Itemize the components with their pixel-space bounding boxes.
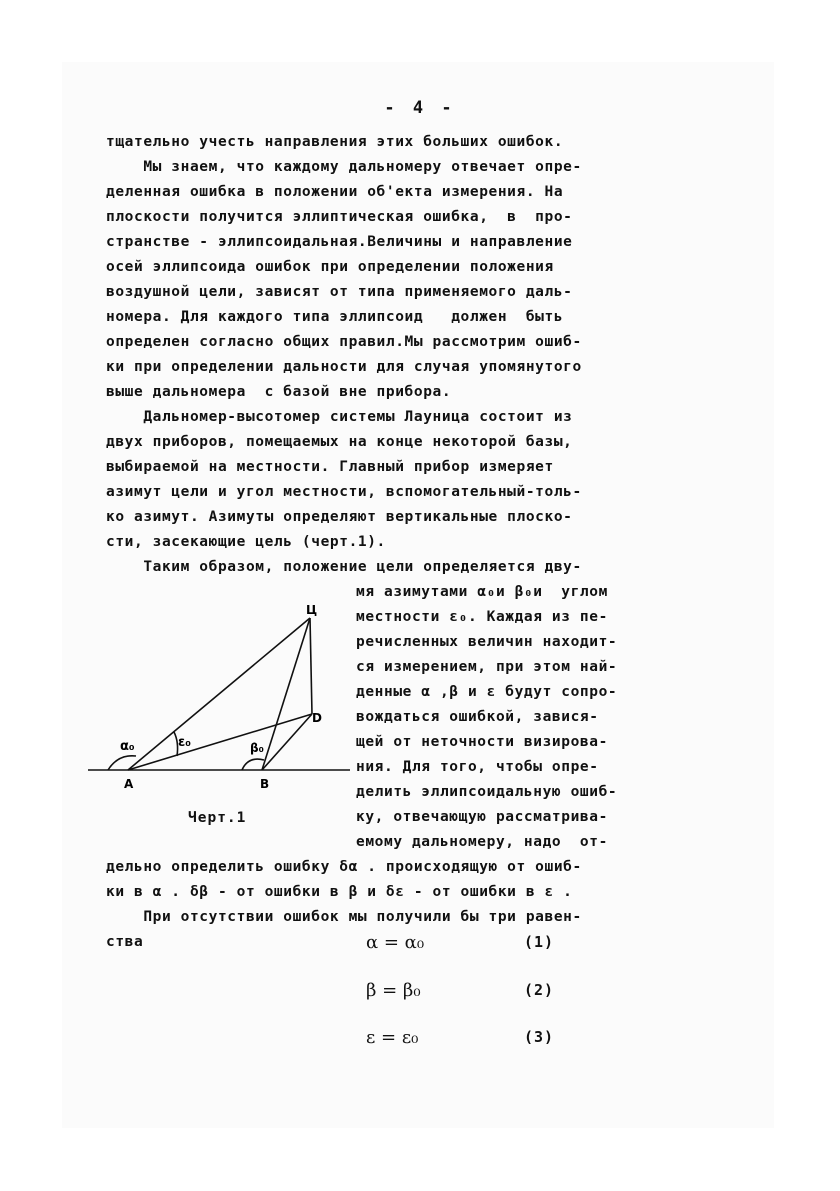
text-line: местности ε₀. Каждая из пе- [356,609,608,625]
text-line: деленная ошибка в положении об'екта измерения. На [106,184,564,200]
text-line: При отсутствии ошибок мы получили бы три равен- [106,909,582,925]
text-line: азимут цели и угол местности, вспомогательный-толь- [106,484,582,500]
text-line: странстве - эллипсоидальная.Величины и направление [106,234,573,250]
label-epsilon: ε₀ [178,735,191,750]
equation-formula: ε = ε₀ [366,1027,419,1048]
equation-formula: α = α₀ [366,932,425,953]
text-line: двух приборов, помещаемых на конце некоторой базы, [106,434,573,450]
label-point-a: A [124,777,134,791]
text-line: осей эллипсоида ошибок при определении положения [106,259,554,275]
text-line: Мы знаем, что каждому дальномеру отвечает опре- [106,159,582,175]
page-number: - 4 - [384,98,456,118]
text-line: ния. Для того, чтобы опре- [356,759,599,775]
equation-number: (1) [524,933,555,951]
line-a-d [128,714,312,770]
label-point-b: B [260,777,270,791]
text-line: делить эллипсоидальную ошиб- [356,784,618,800]
text-line: денные α ,β и ε будут сопро- [356,684,618,700]
equation-formula: β = β₀ [366,980,421,1001]
text-line: вождаться ошибкой, завися- [356,709,599,725]
label-beta: β₀ [250,741,264,755]
text-line: мя азимутами α₀и β₀и углом [356,584,608,600]
text-line: щей от неточности визирова- [356,734,608,750]
text-line: выбираемой на местности. Главный прибор измеряет [106,459,554,475]
text-line: ся измерением, при этом най- [356,659,618,675]
text-line: Таким образом, положение цели определяется дву- [106,559,582,575]
text-line: плоскости получится эллиптическая ошибка, в про- [106,209,573,225]
label-point-target: Ц [306,603,318,617]
geometry-figure [80,596,352,798]
text-line: речисленных величин находит- [356,634,618,650]
label-point-d: D [312,711,322,725]
equation-number: (2) [524,981,555,999]
equation-number: (3) [524,1028,555,1046]
text-line: тщательно учесть направления этих больших ошибок. [106,134,564,150]
text-line: номера. Для каждого типа эллипсоид должен быть [106,309,564,325]
text-line: выше дальномера с базой вне прибора. [106,384,452,400]
text-line: ки в α . δβ - от ошибки в β и δε - от ошибки в ε . [106,884,573,900]
text-line: емому дальномеру, надо от- [356,834,608,850]
beta-arc [242,759,264,770]
label-alpha: α₀ [120,739,135,754]
text-line: определен согласно общих правил.Мы рассмотрим ошиб- [106,334,582,350]
line-target-d [310,618,312,714]
figure-caption: Черт.1 [188,810,247,826]
text-line: сти, засекающие цель (черт.1). [106,534,386,550]
text-line: Дальномер-высотомер системы Лауница состоит из [106,409,573,425]
text-line: воздушной цели, зависят от типа применяемого даль- [106,284,573,300]
text-line: ки при определении дальности для случая упомянутого [106,359,582,375]
text-line: ку, отвечающую рассматрива- [356,809,608,825]
text-line: дельно определить ошибку δα . происходящую от ошиб- [106,859,582,875]
text-line: ства [106,934,144,950]
line-b-target [262,618,310,770]
text-line: ко азимут. Азимуты определяют вертикальные плоско- [106,509,573,525]
